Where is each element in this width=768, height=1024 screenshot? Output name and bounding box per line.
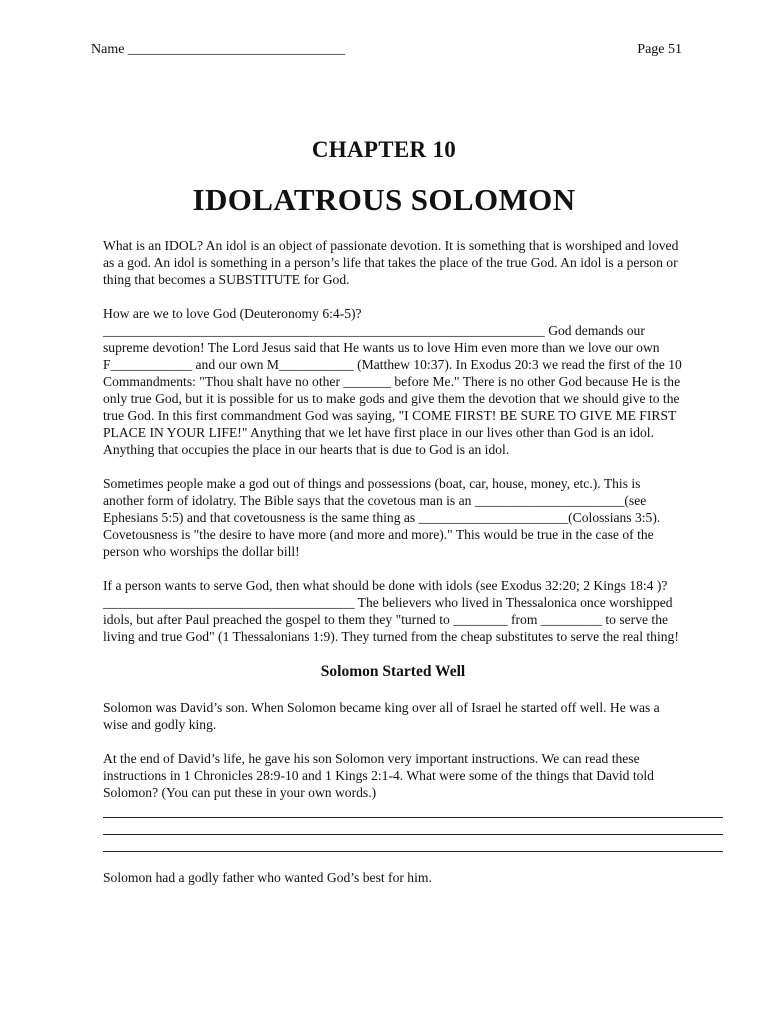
instructions-paragraph: At the end of David’s life, he gave his son Solomon very important instructions. We can read these instructions in 1 Chronicles 28:9-10 and 1 Kings 2:1-4. What were some of the things that David told Solomon? (You can put these in your own words.) xyxy=(103,751,654,800)
section-heading: Solomon Started Well xyxy=(320,663,466,680)
answer-line-1[interactable] xyxy=(103,801,723,818)
intro-paragraph: What is an IDOL? An idol is an object of passionate devotion. It is something that is worshiped and loved as a god. An idol is something in a person’s life that takes the place of the true God. An idol is a person or thing that becomes a SUBSTITUTE for God. xyxy=(103,238,679,287)
name-field-label: Name _______________________________ xyxy=(91,42,345,57)
love-god-question: How are we to love God (Deuteronomy 6:4-5)? xyxy=(103,306,362,321)
covetousness-paragraph: Sometimes people make a god out of things and possessions (boat, car, house, money, etc.). This is another form of idolatry. The Bible says that the covetous man is an ______________________(see Ephesians 5:5) and that covetousness is the same thing as ______________________(Colossians 3:5). Covetousness is "the desire to have more (and more and more)." This would be true in the case of the person who worships the dollar bill! xyxy=(103,476,661,559)
worksheet-body xyxy=(103,237,683,886)
solomon-paragraph: Solomon was David’s son. When Solomon became king over all of Israel he started off well. He was a wise and godly king. xyxy=(103,700,660,732)
answer-line-3[interactable] xyxy=(103,835,723,852)
devotion-paragraph: _________________________________________________________________ God demands our supreme devotion! The Lord Jesus said that He wants us to love Him even more than we love our own F____________ and our own M___________ (Matthew 10:37). In Exodus 20:3 we read the first of the 10 Commandments: "Thou shalt have no other _______ before Me." There is no other God because He is the only true God, but it is possible for us to make gods and give them the devotion that we should give to the true God. In this first commandment God was saying, "I COME FIRST! BE SURE TO GIVE ME FIRST PLACE IN YOUR LIFE!" Anything that we let have first place in our lives other than God is an idol. Anything that occupies the place in our hearts that is due to God is an idol. xyxy=(103,323,682,457)
answer-line-2[interactable] xyxy=(103,818,723,835)
page-number: Page 51 xyxy=(637,42,682,57)
page-title: IDOLATROUS SOLOMON xyxy=(192,182,576,217)
serve-god-paragraph: If a person wants to serve God, then what should be done with idols (see Exodus 32:20; 2 Kings 18:4 )? _____________________________________ The believers who lived in Thessalonica once worshipped idols, but after Paul preached the gospel to them they "turned to ________ from _________ to serve the living and true God" (1 Thessalonians 1:9). They turned from the cheap substitutes to serve the real thing! xyxy=(103,578,679,644)
chapter-label: CHAPTER 10 xyxy=(311,137,457,162)
closing-paragraph: Solomon had a godly father who wanted God’s best for him. xyxy=(103,870,432,885)
